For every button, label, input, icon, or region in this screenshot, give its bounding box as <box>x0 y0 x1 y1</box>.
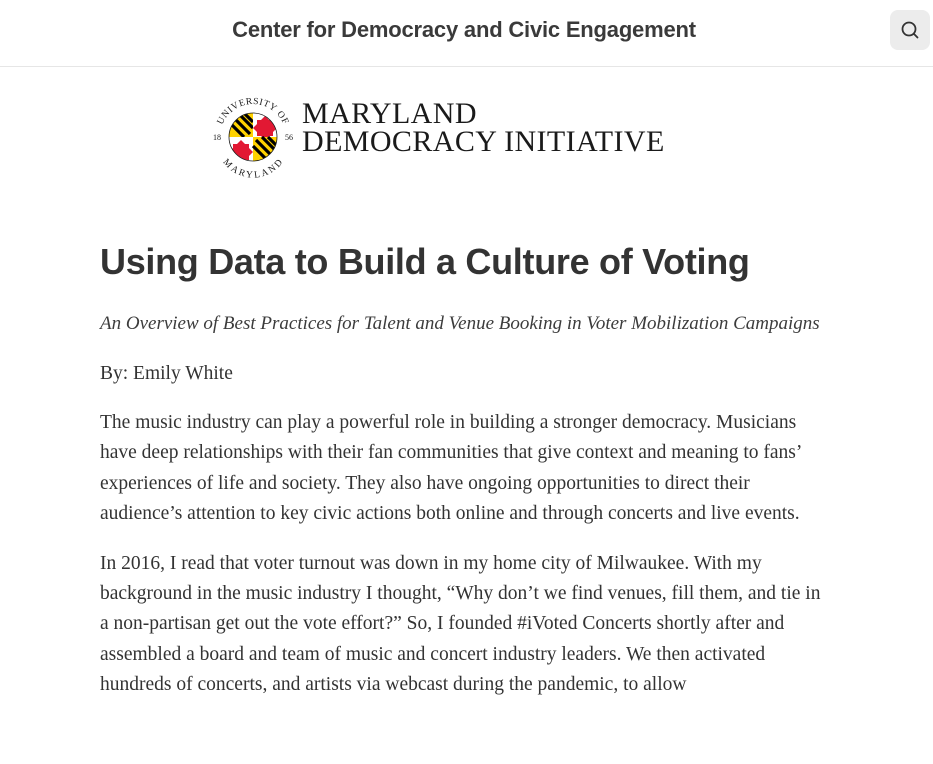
article-title: Using Data to Build a Culture of Voting <box>100 241 750 282</box>
university-seal-icon <box>210 94 296 180</box>
article-subtitle: An Overview of Best Practices for Talent and Venue Booking in Voter Mobilization Campaigns <box>100 313 820 334</box>
logo-line-democracy-initiative: DEMOCRACY INITIATIVE <box>302 125 665 158</box>
article-byline: By: Emily White <box>100 363 233 384</box>
article-paragraph: The music industry can play a powerful role in building a stronger democracy. Musicians have deep relationships with their fan communities that give context and meaning to fans’ experiences of life and society. They also have ongoing opportunities to direct their audience’s attention to key civic actions both online and through concerts and live events. <box>100 412 801 525</box>
svg-text:MARYLAND: MARYLAND <box>220 157 286 180</box>
article <box>100 236 830 701</box>
svg-text:18: 18 <box>213 133 221 142</box>
site-title[interactable]: Center for Democracy and Civic Engagement <box>232 17 696 42</box>
svg-text:56: 56 <box>285 133 293 142</box>
article-paragraph: In 2016, I read that voter turnout was down in my home city of Milwaukee. With my background in the music industry I thought, “Why don’t we find venues, fill them, and tie in a non-partisan get out the vote effort?” So, I founded #iVoted Concerts shortly after and assembled a board and team of music and concert industry leaders. We then activated hundreds of concerts, and artists via webcast during the pandemic, to allow <box>100 552 821 696</box>
logo-wordmark <box>302 97 665 158</box>
search-icon <box>900 20 920 40</box>
search-button[interactable] <box>890 10 930 50</box>
logo-line-maryland: MARYLAND <box>302 97 477 130</box>
maryland-democracy-initiative-logo[interactable] <box>210 94 726 180</box>
site-header <box>0 0 933 67</box>
svg-text:UNIVERSITY OF: UNIVERSITY OF <box>215 96 291 127</box>
